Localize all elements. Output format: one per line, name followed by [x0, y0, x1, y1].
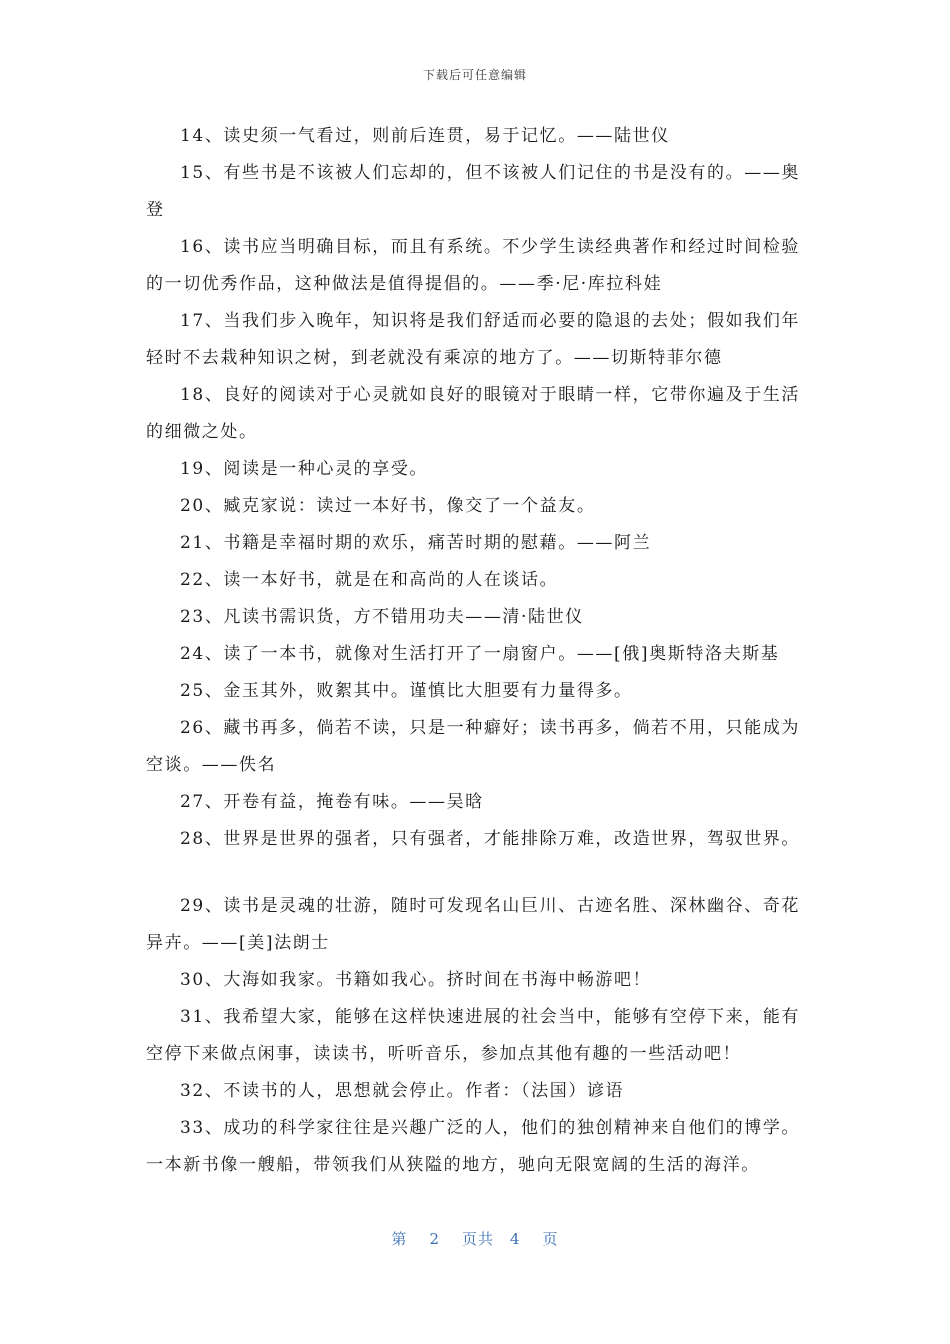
- quote-paragraph: 16、读书应当明确目标，而且有系统。不少学生读经典著作和经过时间检验的一切优秀作品，这种做法是值得提倡的。——季·尼·库拉科娃: [146, 237, 801, 294]
- quote-paragraph: 24、读了一本书，就像对生活打开了一扇窗户。——[俄]奥斯特洛夫斯基: [180, 644, 780, 664]
- quote-paragraph: 27、开卷有益，掩卷有味。——吴晗: [180, 792, 484, 812]
- quote-paragraph: 26、藏书再多，倘若不读，只是一种癖好；读书再多，倘若不用，只能成为空谈。——佚名: [146, 718, 801, 775]
- quote-paragraph: 30、大海如我家。书籍如我心。挤时间在书海中畅游吧！: [180, 970, 652, 990]
- quote-paragraph: 14、读史须一气看过，则前后连贯，易于记忆。——陆世仪: [180, 126, 670, 146]
- page-footer: [0, 1228, 950, 1249]
- footer-prefix: 第: [391, 1230, 408, 1248]
- quote-paragraph: 31、我希望大家，能够在这样快速进展的社会当中，能够有空停下来，能有空停下来做点闲事，读读书，听听音乐，参加点其他有趣的一些活动吧！: [146, 1007, 801, 1064]
- quote-paragraph: 32、不读书的人，思想就会停止。作者：（法国）谚语: [180, 1081, 625, 1101]
- page-header: 下载后可任意编辑: [422, 68, 527, 82]
- quote-paragraph: 20、臧克家说：读过一本好书，像交了一个益友。: [180, 496, 596, 516]
- quote-paragraph: 15、有些书是不该被人们忘却的，但不该被人们记住的书是没有的。——奥登: [146, 163, 801, 220]
- quote-paragraph: 19、阅读是一种心灵的享受。: [180, 459, 429, 479]
- quote-paragraph: 18、良好的阅读对于心灵就如良好的眼镜对于眼睛一样，它带你遍及于生活的细微之处。: [146, 385, 801, 442]
- quote-paragraph: 28、世界是世界的强者，只有强者，才能排除万难，改造世界，驾驭世界。: [180, 829, 801, 849]
- document-body: [146, 118, 808, 1184]
- quote-paragraph: 25、金玉其外，败絮其中。谨慎比大胆要有力量得多。: [180, 681, 633, 701]
- quote-paragraph: 33、成功的科学家往往是兴趣广泛的人，他们的独创精神来自他们的博学。一本新书像一艘船，带领我们从狭隘的地方，驰向无限宽阔的生活的海洋。: [146, 1118, 801, 1175]
- quote-paragraph: 21、书籍是幸福时期的欢乐，痛苦时期的慰藉。——阿兰: [180, 533, 652, 553]
- quote-paragraph: 23、凡读书需识货，方不错用功夫——清·陆世仪: [180, 607, 584, 627]
- footer-suffix: 页: [542, 1230, 559, 1248]
- current-page-number: 2: [429, 1230, 440, 1248]
- footer-middle: 页共: [461, 1230, 494, 1248]
- quote-paragraph: 29、读书是灵魂的壮游，随时可发现名山巨川、古迹名胜、深林幽谷、奇花异卉。——[美]法朗士: [146, 896, 801, 953]
- quote-paragraph: 22、读一本好书，就是在和高尚的人在谈话。: [180, 570, 559, 590]
- total-pages-number: 4: [510, 1230, 521, 1248]
- quote-paragraph: 17、当我们步入晚年，知识将是我们舒适而必要的隐退的去处；假如我们年轻时不去栽种知识之树，到老就没有乘凉的地方了。——切斯特菲尔德: [146, 311, 801, 368]
